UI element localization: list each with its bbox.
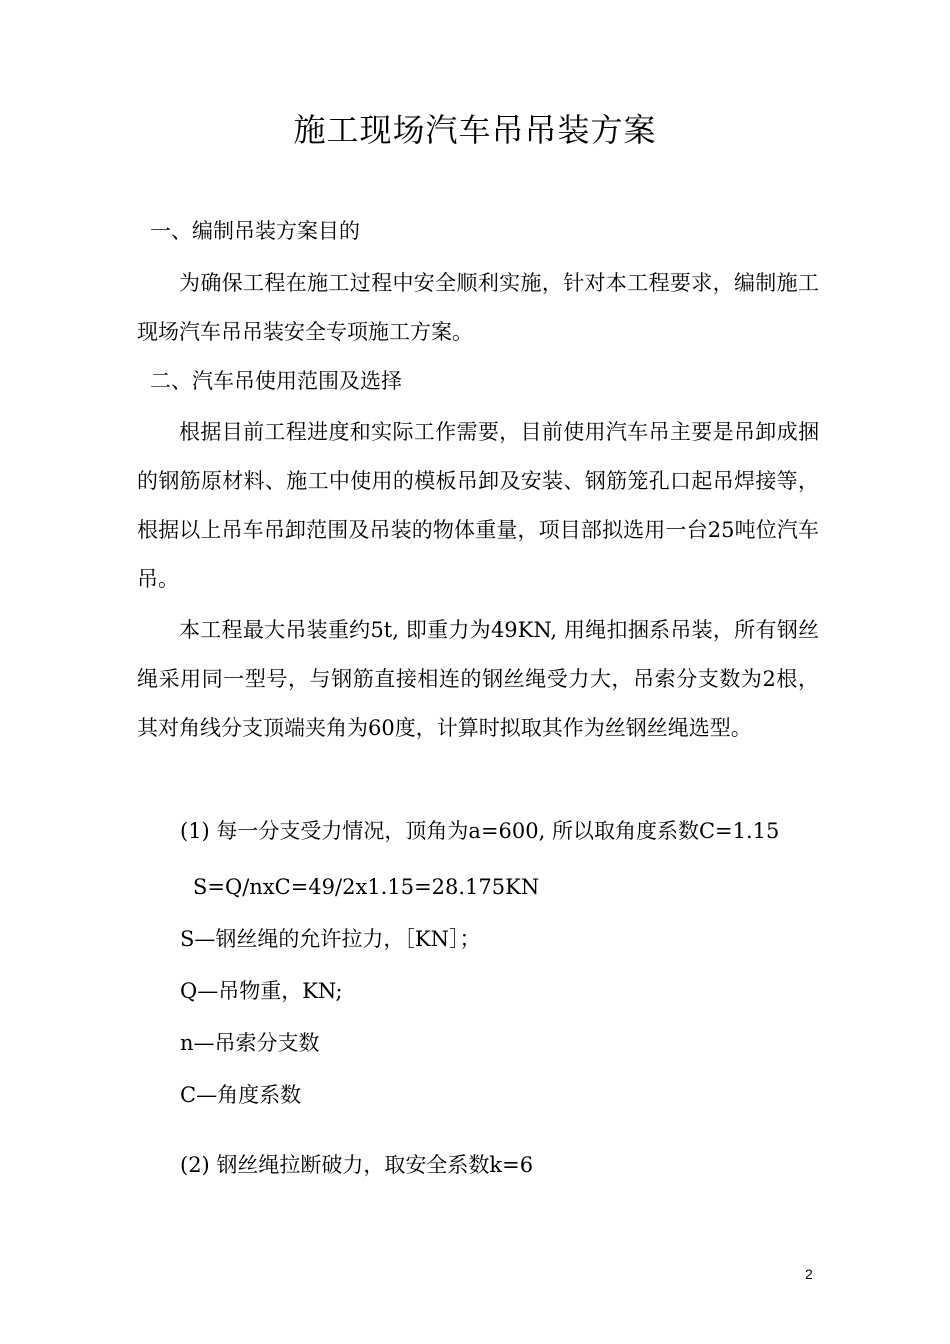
calculation-item-2: (2) 钢丝绳拉断破力，取安全系数k=6	[180, 1153, 534, 1177]
section-2-paragraph-1: 根据目前工程进度和实际工作需要，目前使用汽车吊主要是吊卸成捆的钢筋原材料、施工中使用的模板吊卸及安装、钢筋笼孔口起吊焊接等，根据以上吊车吊卸范围及吊装的物体重量，项目部拟选用一台25吨位汽车吊。	[137, 420, 819, 591]
document-title: 施工现场汽车吊吊装方案	[293, 111, 657, 149]
definition-c: C—角度系数	[180, 1083, 302, 1107]
definition-q: Q—吊物重，KN;	[180, 979, 343, 1003]
tension-formula: S=Q/nxC=49/2x1.15=28.175KN	[193, 875, 540, 899]
section-1-heading: 一、编制吊装方案目的	[150, 219, 360, 243]
page-number: 2	[805, 1266, 813, 1282]
section-2-heading: 二、汽车吊使用范围及选择	[150, 369, 402, 393]
section-2-paragraph-2: 本工程最大吊装重约5t, 即重力为49KN, 用绳扣捆系吊装，所有钢丝绳采用同一型号，与钢筋直接相连的钢丝绳受力大，吊索分支数为2根，其对角线分支顶端夹角为60度，计算时拟取其作为丝钢丝绳选型。	[137, 618, 819, 740]
section-1-paragraph: 为确保工程在施工过程中安全顺利实施，针对本工程要求，编制施工现场汽车吊吊装安全专项施工方案。	[137, 271, 819, 344]
definition-n: n—吊索分支数	[180, 1031, 320, 1055]
definition-s: S—钢丝绳的允许拉力，［KN］；	[180, 927, 481, 951]
calculation-item-1: (1) 每一分支受力情况，顶角为a=600, 所以取角度系数C=1.15	[180, 819, 780, 843]
